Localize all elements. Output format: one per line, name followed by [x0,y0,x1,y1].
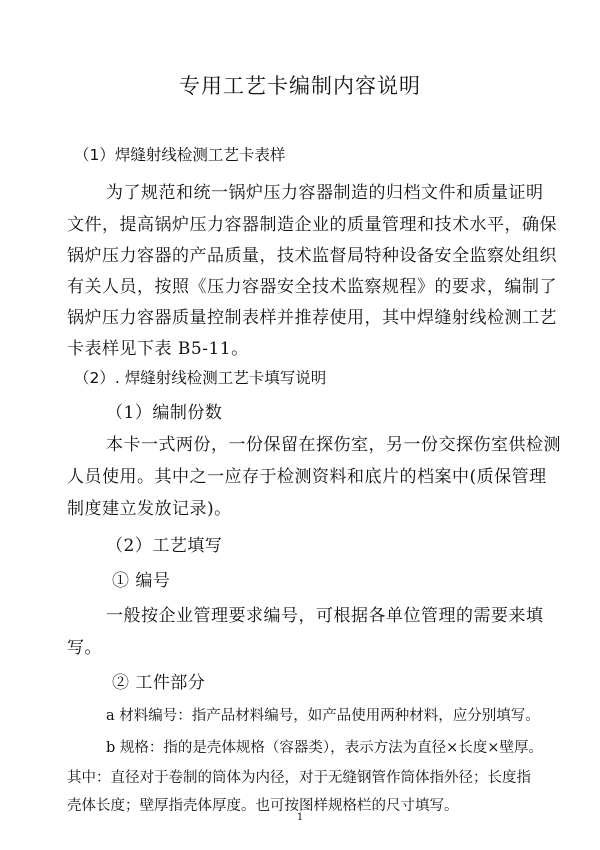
page-number: 1 [296,812,304,823]
paragraph-line: 其中：直径对于卷制的筒体为内径，对于无缝钢管作筒体指外径；长度指 [67,770,531,786]
paragraph-line: 文件，提高锅炉压力容器制造企业的质量管理和技术水平，确保 [67,215,557,235]
paragraph-line: 为了规范和统一锅炉压力容器制造的归档文件和质量证明 [106,183,544,203]
section-2-heading: （2）. 焊缝射线检测工艺卡填写说明 [74,369,327,387]
page-title: 专用工艺卡编制内容说明 [179,74,421,98]
paragraph-line: b 规格：指的是壳体规格（容器类），表示方法为直径×长度×壁厚。 [106,740,543,756]
paragraph-line: 写。 [67,638,102,658]
paragraph-line: a 材料编号：指产品材料编号，如产品使用两种材料，应分别填写。 [106,708,540,724]
section-1-heading: （1）焊缝射线检测工艺卡表样 [74,146,286,164]
paragraph-line: 卡表样见下表 B5-11。 [67,339,249,359]
paragraph-line: 本卡一式两份，一份保留在探伤室，另一份交探伤室供检测 [106,435,561,455]
paragraph-line: 有关人员，按照《压力容器安全技术监察规程》的要求，编制了 [67,277,557,297]
paragraph-line: 壳体长度；壁厚指壳体厚度。也可按图样规格栏的尺寸填写。 [67,798,459,814]
paragraph-line: 一般按企业管理要求编号，可根据各单位管理的需要来填 [106,606,544,626]
item-heading: ② 工件部分 [112,673,206,693]
item-heading: ① 编号 [112,571,171,591]
paragraph-line: 制度建立发放记录)。 [67,499,232,519]
paragraph-line: 锅炉压力容器的产品质量，技术监督局特种设备安全监察处组织 [67,246,557,266]
subsection-heading: （1）编制份数 [106,403,223,423]
subsection-heading: （2）工艺填写 [106,536,223,556]
paragraph-line: 锅炉压力容器质量控制表样并推荐使用，其中焊缝射线检测工艺 [67,308,557,328]
paragraph-line: 人员使用。其中之一应存于检测资料和底片的档案中(质保管理 [67,467,547,487]
